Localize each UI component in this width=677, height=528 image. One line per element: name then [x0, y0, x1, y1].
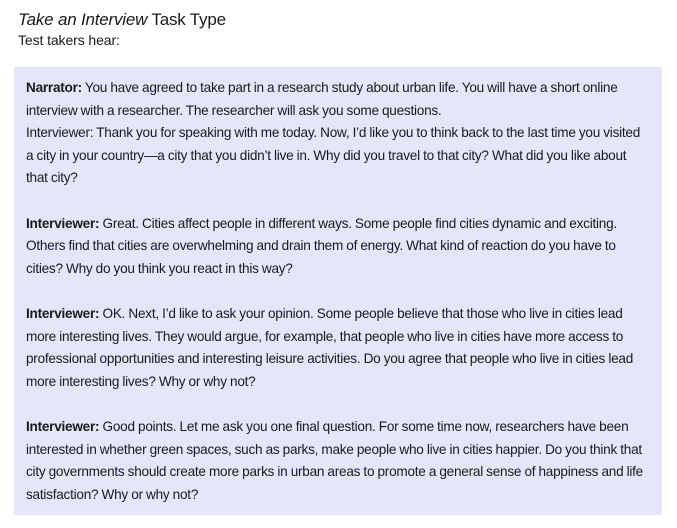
page-header: [18, 9, 667, 49]
paragraph-text: Interviewer: Thank you for speaking with me today. Now, I’d like you to think back to the last time you visited a city in your country—a city that you didn’t live in. Why did you travel to that city? What did you like about that city?: [26, 125, 641, 186]
speaker-label: Interviewer:: [26, 215, 100, 231]
page-title: [18, 9, 667, 31]
transcript-paragraph-interviewer-3: [26, 303, 650, 393]
speaker-label: Interviewer:: [26, 418, 100, 434]
paragraph-text: Good points. Let me ask you one final question. For some time now, researchers have been interested in whether green spaces, such as parks, make people who live in cities happier. Do you think that city governments should create more parks in urban areas to promote a general sense of happiness and life satisfaction? Why or why not?: [26, 418, 643, 502]
transcript-paragraph-interviewer-4: [26, 416, 650, 506]
transcript-paragraph-narrator: [26, 77, 650, 122]
paragraph-text: You have agreed to take part in a research study about urban life. You will have a short online interview with a researcher. The researcher will ask you some questions.: [26, 80, 618, 118]
speaker-label: Narrator:: [26, 80, 82, 95]
speaker-label: Interviewer:: [26, 305, 100, 321]
page-subtitle: Test takers hear:: [18, 32, 120, 48]
paragraph-text: Great. Cities affect people in different ways. Some people find cities dynamic and exciting. Others find that cities are overwhelming and drain them of energy. What kind of reaction do you have to cities? Why do you think you react in this way?: [26, 215, 617, 276]
page-title-italic: Take an Interview: [18, 10, 148, 29]
page-title-rest: Task Type: [147, 10, 226, 29]
transcript-paragraph-interviewer-2: [26, 213, 650, 281]
paragraph-text: OK. Next, I’d like to ask your opinion. Some people believe that those who live in cities lead more interesting lives. They would argue, for example, that people who live in cities have more access to professional opportunities and interesting leisure activities. Do you agree that people who live in cities lead more interesting lives? Why or why not?: [26, 305, 634, 389]
transcript-paragraph-interviewer-1: [26, 122, 650, 190]
transcript-box: [14, 67, 662, 515]
